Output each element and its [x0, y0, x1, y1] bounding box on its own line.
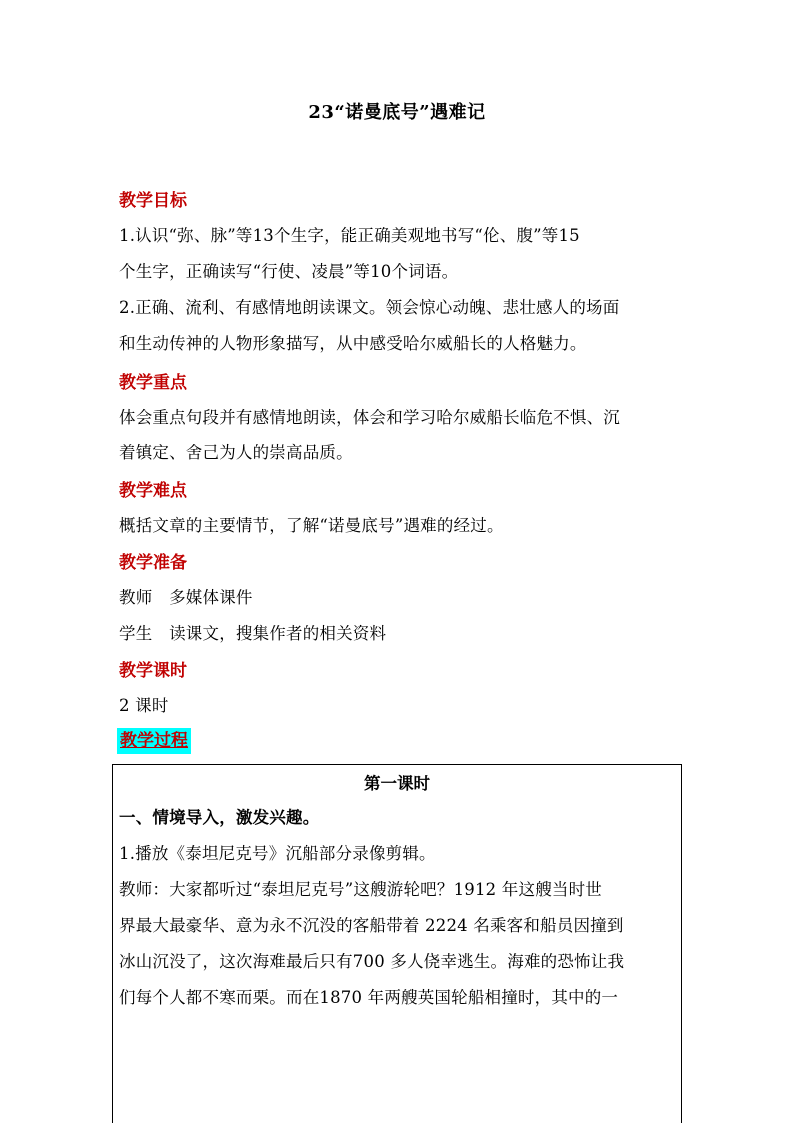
key-points-line-1: 体会重点句段并有感情地朗读，体会和学习哈尔威船长临危不惧、沉: [119, 408, 620, 427]
lesson-line-2: 教师：大家都听过“泰坦尼克号”这艘游轮吧？1912 年这艘当时世: [119, 880, 603, 899]
lesson-line-4: 冰山沉没了，这次海难最后只有700 多人侥幸逃生。海难的恐怖让我: [119, 952, 625, 971]
lesson-subheading: 一、情境导入，激发兴趣。: [119, 808, 320, 827]
class-hours-value: 2 课时: [119, 696, 169, 715]
key-points-line-2: 着镇定、舍己为人的崇高品质。: [119, 443, 353, 462]
difficulties-line-1: 概括文章的主要情节，了解“诺曼底号”遇难的经过。: [119, 516, 504, 535]
objectives-line-2: 个生字，正确读写“行使、凌晨”等10个词语。: [119, 262, 459, 281]
objectives-line-3: 2.正确、流利、有感情地朗读课文。领会惊心动魄、悲壮感人的场面: [119, 298, 620, 317]
heading-teaching-process: 教学过程: [117, 728, 191, 754]
objectives-line-4: 和生动传神的人物形象描写，从中感受哈尔威船长的人格魅力。: [119, 334, 587, 353]
preparation-teacher: 教师 多媒体课件: [119, 588, 253, 607]
lesson-line-1: 1.播放《泰坦尼克号》沉船部分录像剪辑。: [119, 844, 436, 863]
lesson-table-title: 第一课时: [364, 774, 430, 793]
heading-preparation: 教学准备: [119, 553, 187, 573]
heading-difficulties: 教学难点: [119, 481, 187, 501]
lesson-line-3: 界最大最豪华、意为永不沉没的客船带着 2224 名乘客和船员因撞到: [119, 916, 624, 935]
heading-class-hours: 教学课时: [119, 661, 187, 681]
heading-key-points: 教学重点: [119, 373, 187, 393]
heading-objectives: 教学目标: [119, 191, 187, 211]
preparation-student: 学生 读课文，搜集作者的相关资料: [119, 624, 387, 643]
page-title: 23“诺曼底号”遇难记: [308, 102, 486, 123]
objectives-line-1: 1.认识“弥、脉”等13个生字，能正确美观地书写“伦、腹”等15: [119, 226, 580, 245]
lesson-line-5: 们每个人都不寒而栗。而在1870 年两艘英国轮船相撞时，其中的一: [119, 988, 619, 1007]
